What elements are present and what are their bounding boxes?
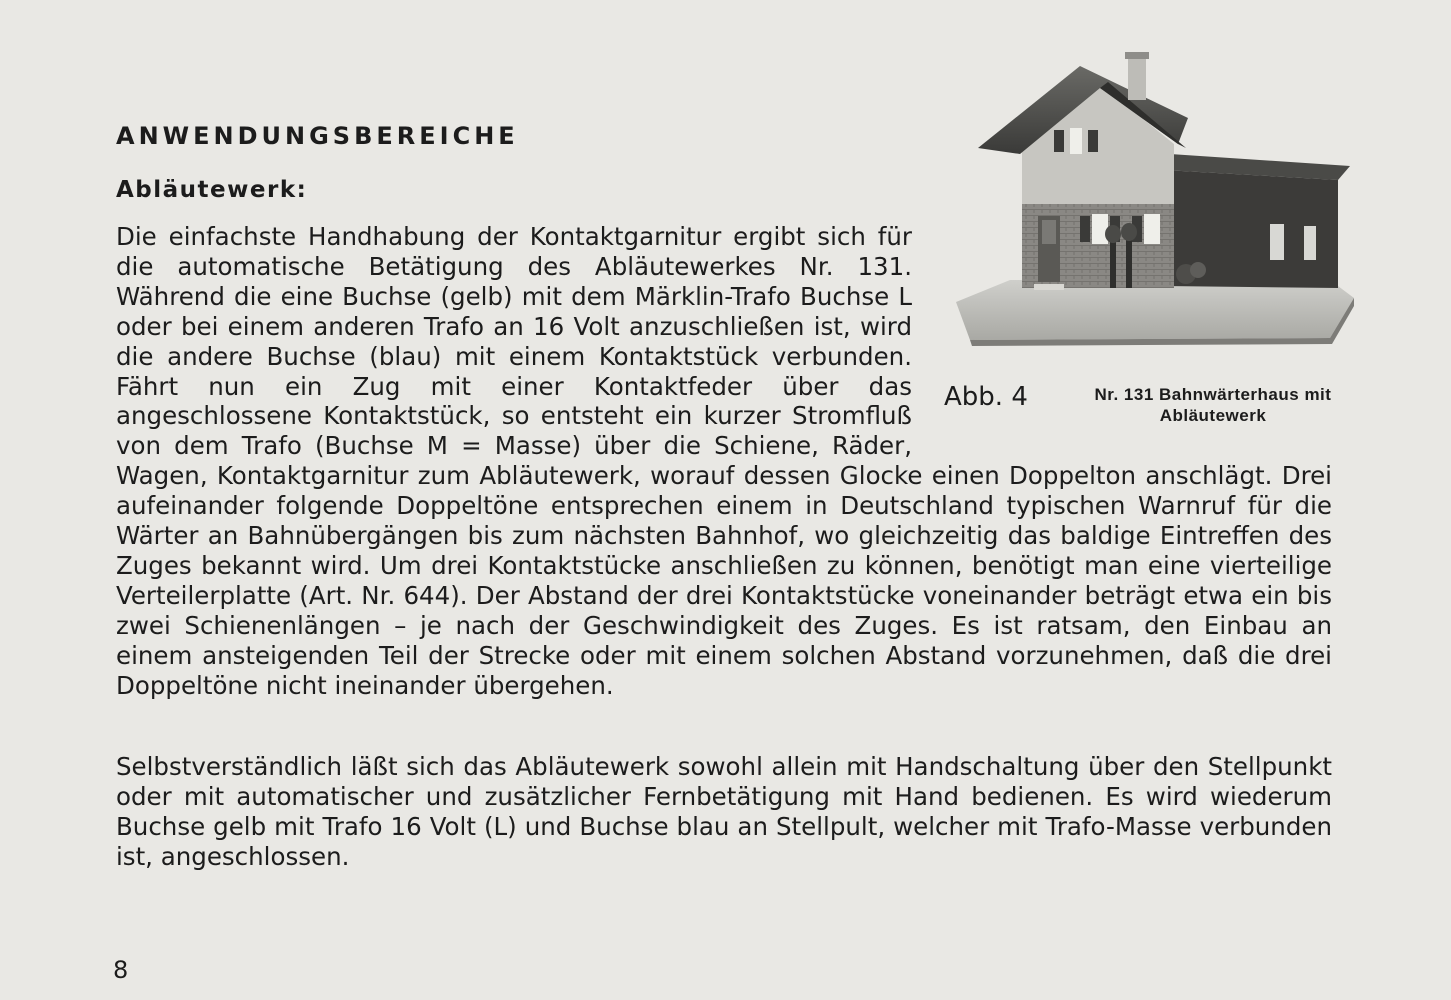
- body-paragraph-2: Selbstverständlich läßt sich das Abläutewerk sowohl allein mit Handschaltung über den Stellpunkt oder mit automatischer und zusätzlicher Fernbetätigung mit Hand bedienen. Es wird wiederum Buchse gelb mit Trafo 16 Volt (L) und Buchse blau an Stellpult, welcher mit Trafo-Masse verbunden ist, angeschlossen.: [116, 752, 1332, 871]
- body-paragraph-1-text: Die einfachste Handhabung der Kontaktgarnitur ergibt sich für die automatische Betätigung des Abläutewerkes Nr. 131. Während die eine Buchse (gelb) mit dem Märklin-Trafo Buchse L oder bei einem anderen Trafo an 16 Volt anzuschließen ist, wird die andere Buchse (blau) mit einem Kontaktstück verbunden. Fährt nun ein Zug mit einer Kontaktfeder über das angeschlossene Kontaktstück, so entsteht ein kurzer Stromfluß von dem Trafo (Buchse M = Masse) über die Schiene, Räder, Wagen, Kontaktgarnitur zum Abläutewerk, worauf dessen Glocke einen Doppelton anschlägt. Drei aufeinander folgende Doppeltöne entsprechen einem in Deutschland typischen Warnruf für die Wärter an Bahnübergängen bis zum nächsten Bahnhof, wo gleichzeitig das baldige Eintreffen des Zuges bekannt wird. Um drei Kontaktstücke anschließen zu können, benötigt man eine vierteilige Verteilerplatte (Art. Nr. 644). Der Abstand der drei Kontaktstücke voneinander beträgt etwa ein bis zwei Schienenlängen – je nach der Geschwindigkeit des Zuges. Es ist ratsam, den Einbau an einem ansteigenden Teil der Strecke oder mit einem solchen Abstand vorzunehmen, daß die drei Doppeltöne nicht ineinander übergehen.: [116, 222, 1332, 700]
- house-photo: [950, 48, 1354, 348]
- subsection-heading: Abläutewerk:: [116, 177, 308, 203]
- page-number: 8: [113, 956, 129, 984]
- section-heading: ANWENDUNGSBEREICHE: [116, 122, 519, 150]
- figure-caption: Nr. 131 Bahnwärterhaus mit Abläutewerk: [1094, 385, 1332, 425]
- figure-label: Abb. 4: [944, 382, 1028, 412]
- figure: [944, 44, 1364, 444]
